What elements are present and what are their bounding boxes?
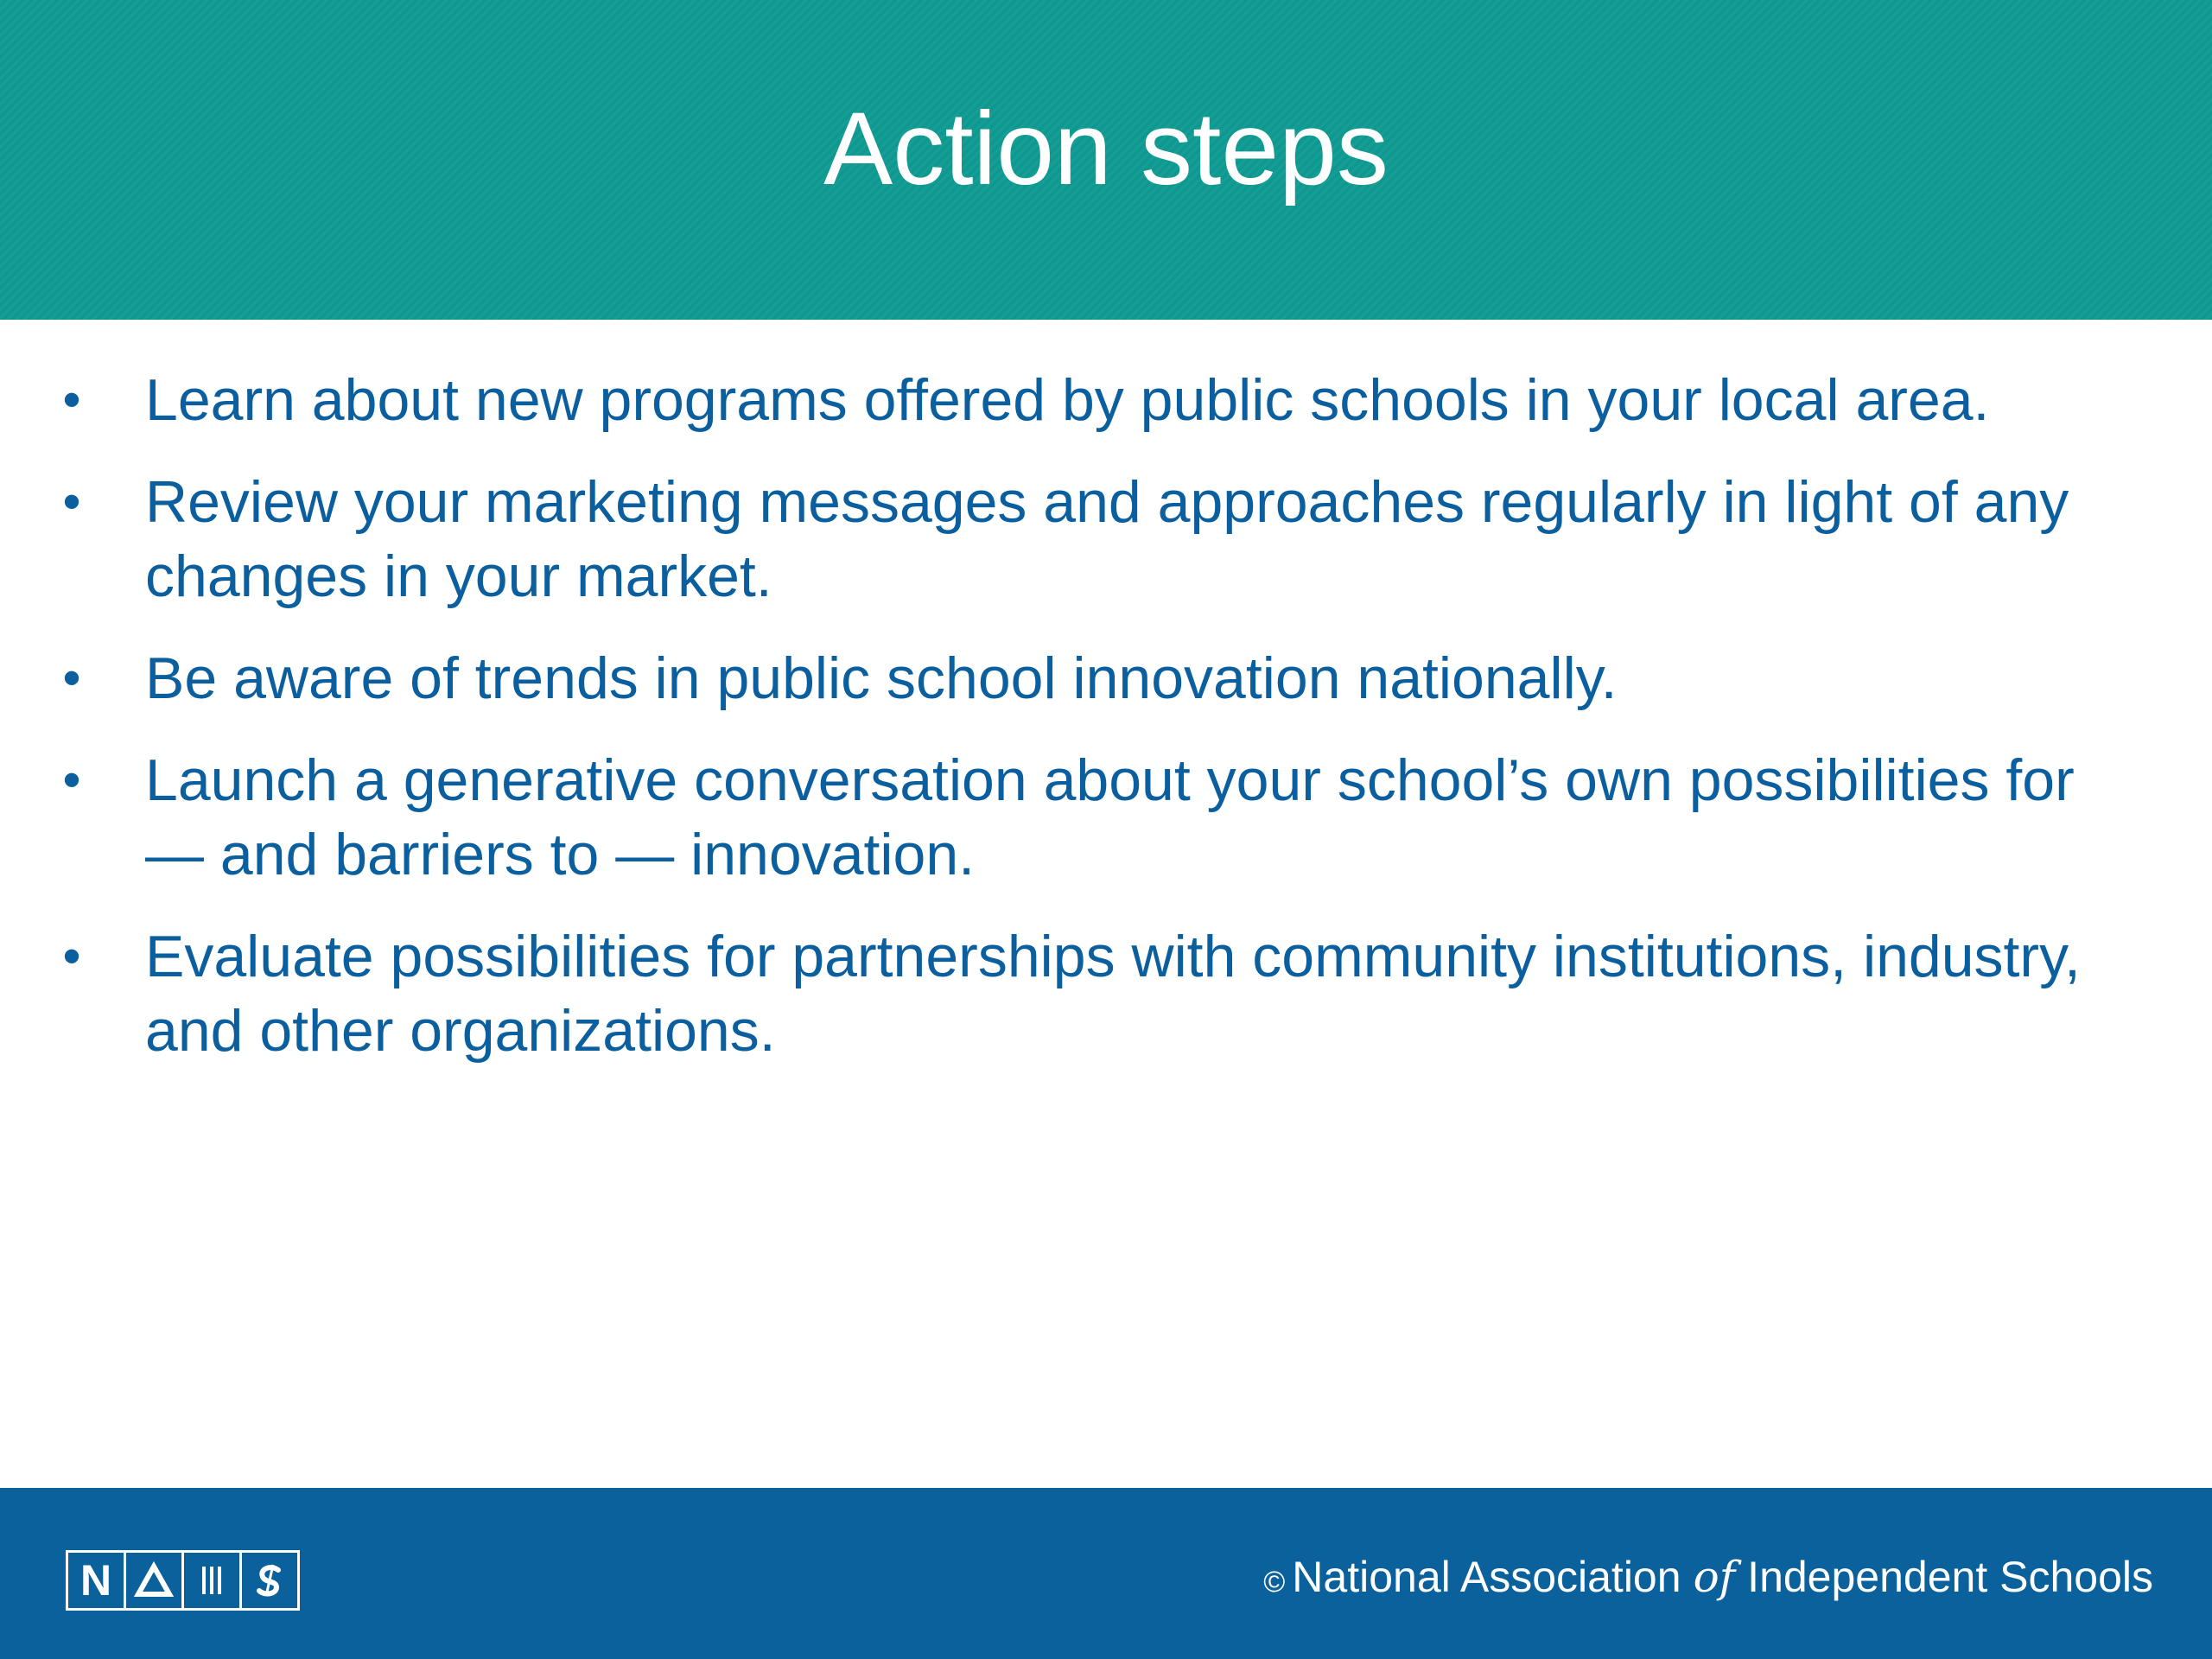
bullet-text: Review your marketing messages and approaches regularly in light of any changes in your market. <box>145 469 2069 609</box>
logo-cell-a <box>126 1553 181 1608</box>
bullet-text: Evaluate possibilities for partnerships with community institutions, industry, and other organizations. <box>145 924 2081 1064</box>
logo-bars-icon <box>191 1560 232 1601</box>
bullet-text: Launch a generative conversation about your school’s own possibilities for — and barriers to — innovation. <box>145 747 2075 887</box>
slide-header <box>0 0 2212 320</box>
copyright-symbol: © <box>1263 1566 1286 1599</box>
org-name-of: of <box>1693 1552 1736 1602</box>
logo-letter-n: N <box>79 1556 112 1605</box>
bullet-text: Be aware of trends in public school innovation nationally. <box>145 645 1618 711</box>
logo-triangle-icon <box>133 1560 175 1601</box>
org-name-part1: National Association <box>1292 1553 1681 1601</box>
copyright-notice <box>1263 1547 2153 1607</box>
bullet-item <box>0 465 2212 613</box>
logo-cell-n <box>68 1553 124 1608</box>
bullet-item <box>0 363 2212 437</box>
bullet-item <box>0 919 2212 1068</box>
logo-cell-i <box>184 1553 239 1608</box>
bullet-item <box>0 641 2212 715</box>
bullet-item <box>0 743 2212 892</box>
logo-cell-s <box>242 1553 297 1608</box>
bullet-text: Learn about new programs offered by public schools in your local area. <box>145 367 1990 433</box>
org-name-part2: Independent Schools <box>1747 1553 2153 1601</box>
slide-title: Action steps <box>823 91 1389 207</box>
bullet-marker: • <box>62 371 81 429</box>
logo-s-icon <box>249 1560 290 1601</box>
bullet-marker: • <box>62 751 81 809</box>
bullet-marker: • <box>62 649 81 707</box>
nais-logo <box>66 1550 300 1611</box>
bullet-marker: • <box>62 473 81 531</box>
bullet-marker: • <box>62 927 81 985</box>
slide-content <box>0 363 2212 1096</box>
bullet-list <box>0 363 2212 1068</box>
